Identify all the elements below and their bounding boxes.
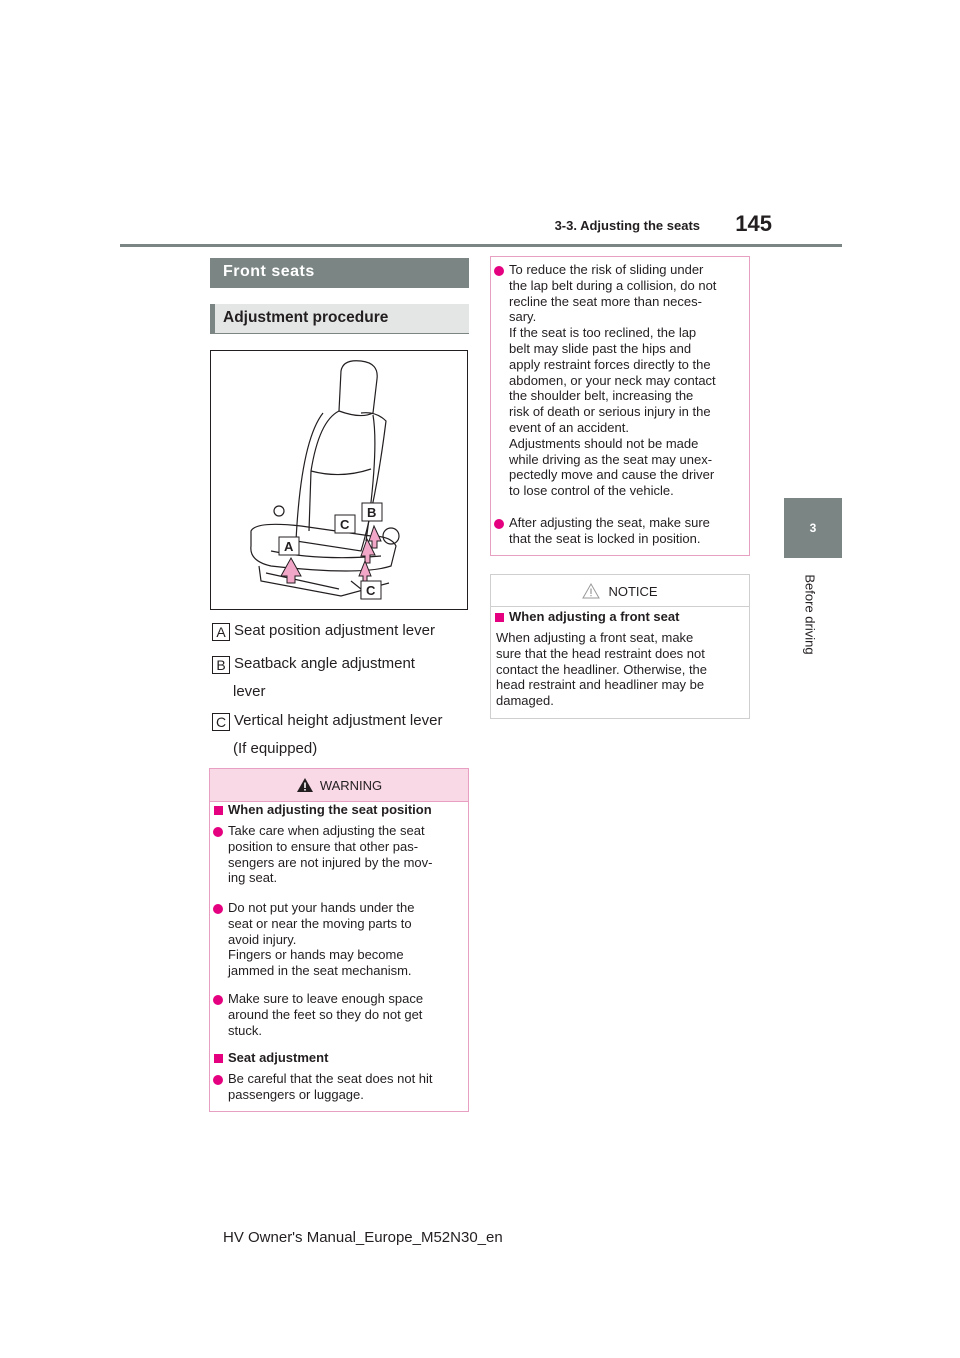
warning-heading: Seat adjustment [228, 1050, 329, 1065]
warning-label: WARNING [319, 778, 383, 793]
legend-text: Vertical height adjustment lever [234, 712, 443, 729]
page-number: 145 [735, 211, 772, 236]
page-title: Front seats [210, 258, 469, 288]
bullet-icon [494, 266, 504, 276]
notice-icon [582, 583, 600, 599]
section-marker-icon [495, 613, 504, 622]
section-subtitle: Adjustment procedure [210, 304, 469, 334]
warning-bullet: Do not put your hands under the seat or near the moving parts to avoid injury. Fingers or hands may become jammed in the seat mechanism. [228, 900, 415, 979]
callout-c-lower: C [366, 583, 376, 598]
caution-bullet: After adjusting the seat, make sure that the seat is locked in position. [509, 515, 710, 546]
legend-text: Seat position adjustment lever [234, 622, 435, 639]
legend-item-b [212, 655, 415, 674]
bullet-icon [213, 827, 223, 837]
caution-bullet: To reduce the risk of sliding under the lap belt during a collision, do not recline the seat more than neces- sary. If the seat is too reclined, the lap belt may slide past the hips and apply restraint forces directly to the abdomen, or your neck may contact the shoulder belt, increasing the risk of death or serious injury in the event of an accident. Adjustments should not be made while driving as the seat may unex- pectedly move and cause the driver to lose control of the vehicle. [509, 262, 717, 499]
section-marker-icon [214, 806, 223, 815]
notice-text: When adjusting a front seat, make sure that the head restraint does not contact the headliner. Otherwise, the head restraint and headliner may be damaged. [496, 630, 708, 709]
notice-heading: When adjusting a front seat [509, 609, 680, 624]
arrow-a [281, 558, 301, 583]
bullet-icon [213, 995, 223, 1005]
legend-key: C [212, 713, 230, 731]
chapter-label: Before driving [802, 574, 818, 655]
section-title: 3-3. Adjusting the seats [554, 218, 700, 233]
warning-icon [296, 777, 314, 793]
callout-b: B [367, 505, 377, 520]
callout-a: A [284, 539, 294, 554]
legend-continuation: lever [233, 683, 266, 700]
chapter-tab[interactable]: 3 [784, 498, 842, 558]
section-marker-icon [214, 1054, 223, 1063]
footer-manual-id: HV Owner's Manual_Europe_M52N30_en [223, 1229, 503, 1246]
legend-key: A [212, 623, 230, 641]
seat-illustration [210, 350, 468, 610]
arrow-c-lower [359, 561, 371, 583]
bullet-icon [213, 1075, 223, 1085]
warning-bullet: Take care when adjusting the seat position to ensure that other pas- sengers are not injured by the mov- ing seat. [228, 823, 433, 886]
warning-bullet: Be careful that the seat does not hit passengers or luggage. [228, 1071, 433, 1102]
warning-header [210, 769, 468, 802]
chapter-label-wrapper [800, 562, 820, 672]
legend-text: Seatback angle adjustment [234, 655, 415, 672]
notice-label: NOTICE [608, 584, 658, 599]
header-divider [120, 244, 842, 247]
notice-header [491, 575, 749, 607]
warning-bullet: Make sure to leave enough space around the feet so they do not get stuck. [228, 991, 424, 1038]
legend-continuation: (If equipped) [233, 740, 318, 757]
arrow-b [369, 526, 381, 548]
warning-heading: When adjusting the seat position [228, 802, 432, 817]
legend-item-a [212, 622, 435, 641]
seat-drawing [211, 351, 469, 611]
bullet-icon [494, 519, 504, 529]
legend-key: B [212, 656, 230, 674]
callout-c-upper: C [340, 517, 350, 532]
bullet-icon [213, 904, 223, 914]
legend-item-c [212, 712, 442, 731]
